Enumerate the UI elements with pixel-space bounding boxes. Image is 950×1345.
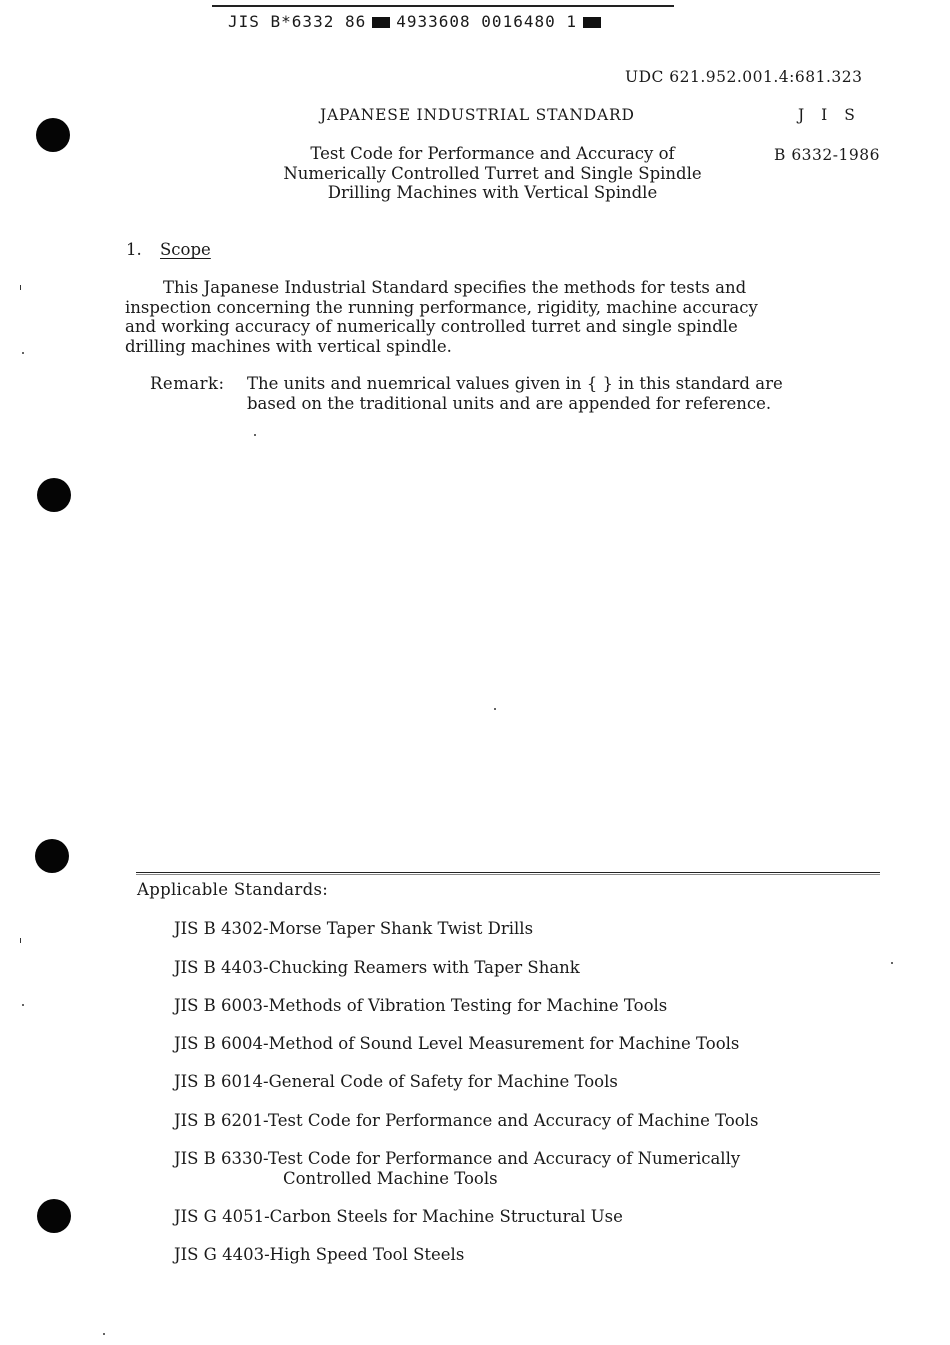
standard-text: JIS B 6003-Methods of Vibration Testing for Machine Tools xyxy=(174,996,668,1015)
standard-title: JAPANESE INDUSTRIAL STANDARD xyxy=(320,106,635,124)
document-title-line: Numerically Controlled Turret and Single Spindle xyxy=(283,163,702,183)
scan-code-part2: 4933608 0016480 1 xyxy=(396,12,577,31)
footnote-divider xyxy=(136,874,880,875)
applicable-standard-item xyxy=(174,1072,618,1092)
remark-line: The units and nuemrical values given in { } in this standard are xyxy=(247,374,783,393)
scan-speck xyxy=(20,938,21,943)
section-heading: Scope xyxy=(160,240,211,259)
standard-text: JIS B 4302-Morse Taper Shank Twist Drills xyxy=(174,919,534,938)
applicable-standard-item xyxy=(174,1034,739,1054)
scan-speck xyxy=(494,708,496,710)
scan-speck xyxy=(254,434,256,436)
udc-code: UDC 621.952.001.4:681.323 xyxy=(625,68,863,86)
applicable-standard-item xyxy=(174,996,667,1016)
applicable-standard-item xyxy=(174,1207,623,1227)
standard-text: JIS B 6201-Test Code for Performance and Accuracy of Machine Tools xyxy=(174,1111,759,1130)
footnote-divider xyxy=(136,872,880,873)
punch-hole xyxy=(36,118,70,152)
standard-text: JIS B 6014-General Code of Safety for Machine Tools xyxy=(174,1072,618,1091)
document-title xyxy=(240,144,745,203)
document-title-line: Test Code for Performance and Accuracy of xyxy=(310,144,675,163)
standard-text: JIS G 4051-Carbon Steels for Machine Structural Use xyxy=(174,1207,623,1226)
standard-text: JIS B 4403-Chucking Reamers with Taper Shank xyxy=(174,958,580,977)
scan-speck xyxy=(22,352,24,354)
remark-label: Remark: xyxy=(150,374,225,393)
punch-hole xyxy=(37,478,71,512)
document-title-line: Drilling Machines with Vertical Spindle xyxy=(327,183,658,202)
scan-speck xyxy=(103,1333,105,1335)
jis-label: J I S xyxy=(798,106,861,124)
applicable-standard-item xyxy=(174,1245,464,1265)
paragraph-line: drilling machines with vertical spindle. xyxy=(125,336,452,356)
standard-text: JIS G 4403-High Speed Tool Steels xyxy=(174,1245,465,1264)
paragraph-line: inspection concerning the running performance, rigidity, machine accuracy xyxy=(125,297,758,317)
applicable-standard-item xyxy=(174,919,533,939)
applicable-standards-heading: Applicable Standards: xyxy=(137,880,329,899)
scan-header-code xyxy=(228,12,607,31)
standard-text: JIS B 6004-Method of Sound Level Measurement for Machine Tools xyxy=(174,1034,740,1053)
scan-speck xyxy=(891,962,893,964)
standard-text-continuation: Controlled Machine Tools xyxy=(283,1168,498,1188)
section-number: 1. xyxy=(126,240,142,259)
scope-paragraph xyxy=(125,278,845,356)
scan-speck xyxy=(20,285,21,290)
scan-block-mark xyxy=(583,17,601,28)
scan-block-mark xyxy=(372,17,390,28)
standard-text: JIS B 6330-Test Code for Performance and Accuracy of Numerically xyxy=(174,1149,741,1168)
punch-hole xyxy=(35,839,69,873)
document-number: B 6332-1986 xyxy=(774,146,880,164)
applicable-standard-item xyxy=(174,1149,740,1188)
applicable-standard-item xyxy=(174,1111,758,1131)
punch-hole xyxy=(37,1199,71,1233)
remark-line: based on the traditional units and are appended for reference. xyxy=(247,394,772,413)
paragraph-line: This Japanese Industrial Standard specifies the methods for tests and xyxy=(163,278,747,297)
paragraph-line: and working accuracy of numerically controlled turret and single spindle xyxy=(125,317,738,336)
scan-speck xyxy=(22,1004,24,1006)
scan-code-part1: JIS B*6332 86 xyxy=(228,12,367,31)
remark-text xyxy=(247,374,867,414)
scan-top-rule xyxy=(212,5,674,7)
applicable-standard-item xyxy=(174,958,580,978)
